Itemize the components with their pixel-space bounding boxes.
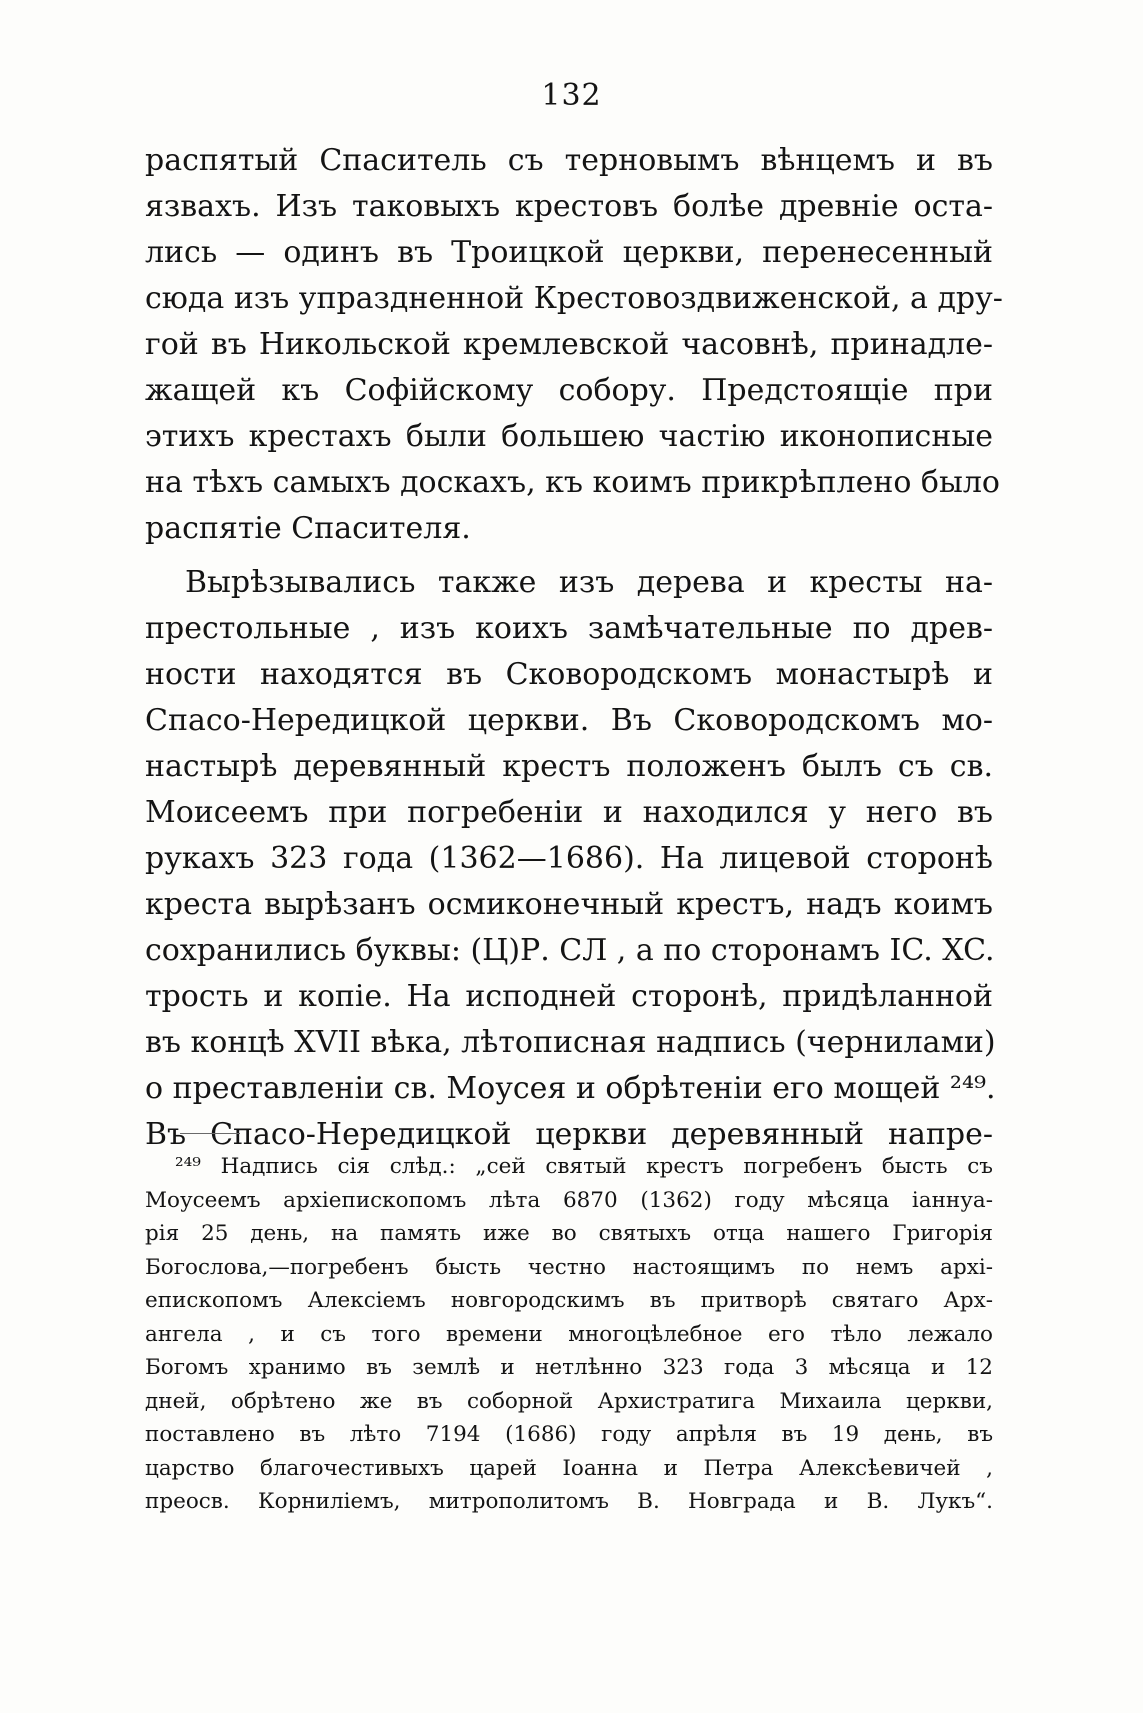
footnote-line: преосв. Корниліемъ, митрополитомъ В. Новграда и В. Лукъ“. bbox=[145, 1489, 993, 1514]
text-line: Спасо-Нередицкой церкви. Въ Сковородскомъ мо- bbox=[145, 703, 993, 738]
footnote bbox=[145, 1150, 993, 1519]
text-line: Моисеемъ при погребеніи и находился у него въ bbox=[145, 795, 993, 830]
footnote-line: рія 25 день, на память иже во святыхъ отца нашего Григорія bbox=[145, 1221, 993, 1246]
text-line: Въ Спасо-Нередицкой церкви деревянный напре- bbox=[145, 1117, 993, 1152]
text-line: о преставленіи св. Моусея и обрѣтеніи его мощей ²⁴⁹. bbox=[145, 1071, 996, 1106]
footnote-line: ангела , и съ того времени многоцѣлебное его тѣло лежало bbox=[145, 1321, 993, 1347]
text-line: гой въ Никольской кремлевской часовнѣ, принадле- bbox=[145, 327, 993, 362]
footnote-line: поставлено въ лѣто 7194 (1686) году апрѣля въ 19 день, въ bbox=[145, 1422, 993, 1447]
text-line: сюда изъ упраздненной Крестовоздвиженской, а дру- bbox=[145, 281, 1003, 316]
footnote-divider bbox=[180, 1133, 240, 1134]
text-line: язвахъ. Изъ таковыхъ крестовъ болѣе древніе оста- bbox=[145, 189, 993, 224]
text-line: Вырѣзывались также изъ дерева и кресты на- bbox=[185, 565, 993, 600]
footnote-line: дней, обрѣтено же въ соборной Архистратига Михаила церкви, bbox=[145, 1388, 993, 1414]
text-line: лись — одинъ въ Троицкой церкви, перенесенный bbox=[145, 235, 993, 270]
text-line: сохранились буквы: (Ц)Р. СЛ , а по сторонамъ IC. XC. bbox=[145, 933, 995, 968]
text-line: этихъ крестахъ были большею частію иконописные bbox=[145, 419, 993, 454]
text-line: распятый Спаситель съ терновымъ вѣнцемъ и въ bbox=[145, 143, 993, 178]
text-line: рукахъ 323 года (1362—1686). На лицевой сторонѣ bbox=[145, 841, 993, 876]
footnote-line: Моусеемъ архіепископомъ лѣта 6870 (1362) году мѣсяца іаннуа- bbox=[145, 1187, 993, 1213]
footnote-line: епископомъ Алексіемъ новгородскимъ въ притворѣ святаго Арх- bbox=[145, 1288, 993, 1313]
main-text bbox=[145, 138, 1003, 1158]
footnote-line: Богомъ хранимо въ землѣ и нетлѣнно 323 года 3 мѣсяца и 12 bbox=[145, 1355, 993, 1380]
text-line: настырѣ деревянный крестъ положенъ былъ съ св. bbox=[145, 749, 993, 784]
page-number: 132 bbox=[541, 78, 602, 113]
text-line: креста вырѣзанъ осмиконечный крестъ, надъ коимъ bbox=[145, 887, 993, 922]
text-line: на тѣхъ самыхъ доскахъ, къ коимъ прикрѣплено было bbox=[145, 465, 1000, 500]
text-line: распятіе Спасителя. bbox=[145, 511, 471, 546]
footnote-line: ²⁴⁹ Надпись сія слѣд.: „сей святый крестъ погребенъ бысть съ bbox=[175, 1154, 993, 1179]
footnote-line: царство благочестивыхъ царей Іоанна и Петра Алексѣевичей , bbox=[145, 1455, 993, 1481]
text-line: трость и копіе. На исподней сторонѣ, придѣланной bbox=[145, 979, 993, 1014]
text-line: жащей къ Софійскому собору. Предстоящіе при bbox=[145, 373, 993, 408]
text-line: престольные , изъ коихъ замѣчательные по древ- bbox=[145, 611, 993, 646]
text-line: въ концѣ XVII вѣка, лѣтописная надпись (чернилами) bbox=[145, 1025, 996, 1060]
paragraph-gap bbox=[145, 552, 993, 560]
text-line: ности находятся въ Сковородскомъ монастырѣ и bbox=[145, 657, 993, 692]
footnote-line: Богослова,—погребенъ бысть честно настоящимъ по немъ архі- bbox=[145, 1254, 993, 1280]
